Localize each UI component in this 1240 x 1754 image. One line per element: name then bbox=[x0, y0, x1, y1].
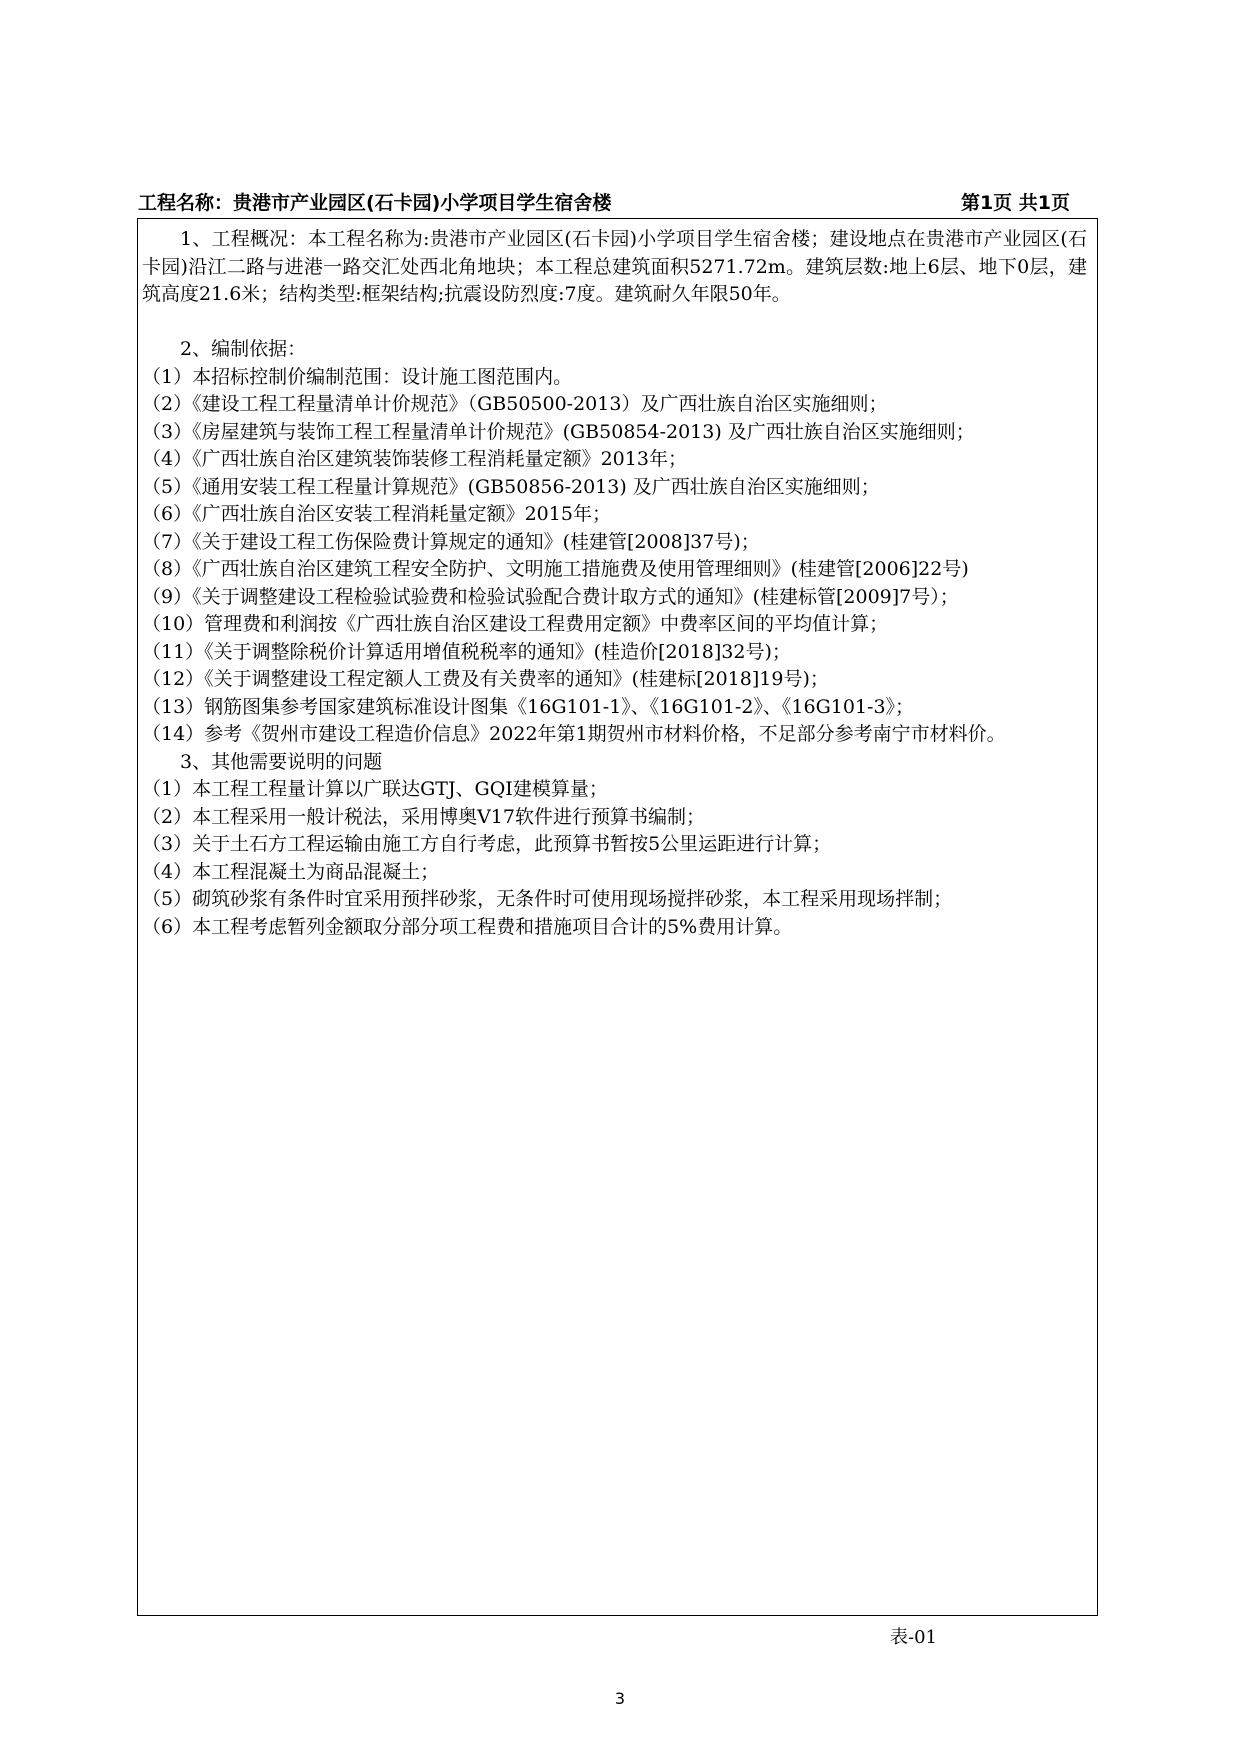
basis-item: （2）《建设工程工程量清单计价规范》（GB50500-2013）及广西壮族自治区实施细则； bbox=[142, 393, 888, 415]
basis-item: （7）《关于建设工程工伤保险费计算规定的通知》(桂建管[2008]37号)； bbox=[142, 530, 760, 553]
basis-title: 2、编制依据： bbox=[180, 338, 307, 360]
basis-item: （14）参考《贺州市建设工程造价信息》2022年第1期贺州市材料价格，不足部分参考南宁市材料价。 bbox=[142, 723, 1006, 745]
page-number: 3 bbox=[614, 1689, 626, 1708]
other-item: （4）本工程混凝土为商品混凝土； bbox=[142, 860, 440, 883]
document-header bbox=[138, 190, 1100, 216]
blank-line bbox=[142, 309, 1087, 337]
other-item: （5）砌筑砂浆有条件时宜采用预拌砂浆，无条件时可使用现场搅拌砂浆，本工程采用现场拌制； bbox=[142, 888, 953, 910]
basis-item: （13）钢筋图集参考国家建筑标准设计图集《16G101-1》、《16G101-2》、《16G101-3》； bbox=[142, 695, 915, 718]
basis-item: （8）《广西壮族自治区建筑工程安全防护、文明施工措施费及使用管理细则》(桂建管[2006]22号) bbox=[142, 558, 969, 580]
basis-item: （10）管理费和利润按《广西壮族自治区建设工程费用定额》中费率区间的平均值计算； bbox=[142, 613, 889, 635]
basis-item: （3）《房屋建筑与装饰工程工程量清单计价规范》(GB50854-2013) 及广西壮族自治区实施细则； bbox=[142, 420, 975, 443]
basis-item: （1）本招标控制价编制范围：设计施工图范围内。 bbox=[142, 365, 573, 388]
other-item: （2）本工程采用一般计税法，采用博奥V17软件进行预算书编制； bbox=[142, 805, 705, 828]
basis-item: （4）《广西壮族自治区建筑装饰装修工程消耗量定额》2013年； bbox=[142, 448, 687, 470]
description-box bbox=[137, 218, 1098, 1616]
basis-item: （12）《关于调整建设工程定额人工费及有关费率的通知》(桂建标[2018]19号)； bbox=[142, 668, 829, 690]
basis-item: （6）《广西壮族自治区安装工程消耗量定额》2015年； bbox=[142, 503, 611, 525]
basis-item: （5）《通用安装工程工程量计算规范》(GB50856-2013) 及广西壮族自治区实施细则； bbox=[142, 475, 880, 498]
page-info: 第1页 共1页 bbox=[960, 192, 1070, 214]
other-item: （3）关于土石方工程运输由施工方自行考虑，此预算书暂按5公里运距进行计算； bbox=[142, 833, 832, 855]
project-name: 工程名称：贵港市产业园区(石卡园)小学项目学生宿舍楼 bbox=[138, 192, 612, 214]
basis-item: （9）《关于调整建设工程检验试验费和检验试验配合费计取方式的通知》(桂建标管[2009]7号）； bbox=[142, 585, 959, 608]
other-item: （1）本工程工程量计算以广联达GTJ、GQI建模算量； bbox=[142, 778, 608, 800]
table-code: 表-01 bbox=[890, 1627, 937, 1648]
basis-item: （11）《关于调整除税价计算适用增值税税率的通知》(桂造价[2018]32号)； bbox=[142, 640, 791, 663]
other-title: 3、其他需要说明的问题 bbox=[180, 750, 383, 773]
other-item: （6）本工程考虑暂列金额取分部分项工程费和措施项目合计的5%费用计算。 bbox=[142, 915, 793, 938]
project-overview: 1、工程概况：本工程名称为:贵港市产业园区(石卡园)小学项目学生宿舍楼；建设地点在贵港市产业园区(石卡园)沿江二路与进港一路交汇处西北角地块；本工程总建筑面积5271.72m。建筑层数:地上6层、地下0层，建筑高度21.6米；结构类型:框架结构;抗震设防烈度:7度。建筑耐久年限50年。 bbox=[142, 228, 1087, 305]
